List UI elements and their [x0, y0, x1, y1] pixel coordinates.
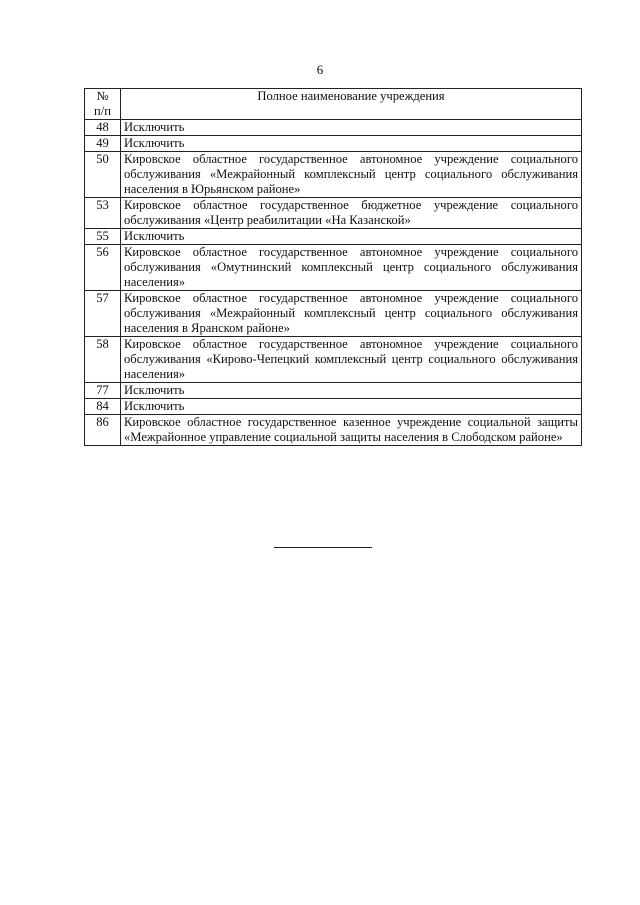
table-row — [85, 399, 582, 415]
row-institution-name: Исключить — [121, 229, 582, 245]
row-institution-name: Кировское областное государственное автономное учреждение социального обслуживания «Межрайонный комплексный центр социального обслуживания населения в Юрьянском районе» — [121, 152, 582, 198]
row-institution-name: Кировское областное государственное автономное учреждение социального обслуживания «Межрайонный комплексный центр социального обслуживания населения в Яранском районе» — [121, 291, 582, 337]
row-number: 58 — [85, 337, 121, 383]
row-institution-name: Исключить — [121, 120, 582, 136]
header-number-symbol: № — [96, 89, 109, 103]
institutions-table — [84, 88, 582, 446]
row-number: 50 — [85, 152, 121, 198]
row-number: 57 — [85, 291, 121, 337]
row-institution-name: Кировское областное государственное казенное учреждение социальной защиты «Межрайонное управление социальной защиты населения в Слободском районе» — [121, 415, 582, 446]
header-row — [85, 89, 582, 120]
header-number-abbrev: п/п — [94, 104, 111, 118]
row-number: 86 — [85, 415, 121, 446]
row-institution-name: Исключить — [121, 136, 582, 152]
row-number: 49 — [85, 136, 121, 152]
table-row — [85, 152, 582, 198]
table-row — [85, 291, 582, 337]
table-row — [85, 198, 582, 229]
table-row — [85, 120, 582, 136]
row-institution-name: Кировское областное государственное автономное учреждение социального обслуживания «Кирово-Чепецкий комплексный центр социального обслуживания населения» — [121, 337, 582, 383]
table-header — [85, 89, 582, 120]
row-number: 48 — [85, 120, 121, 136]
page-number: 6 — [316, 62, 324, 77]
header-number-cell — [85, 89, 121, 120]
row-number: 55 — [85, 229, 121, 245]
row-number: 84 — [85, 399, 121, 415]
row-institution-name: Кировское областное государственное автономное учреждение социального обслуживания «Омутнинский комплексный центр социального обслуживания населения» — [121, 245, 582, 291]
row-number: 77 — [85, 383, 121, 399]
closing-divider — [274, 547, 372, 548]
row-institution-name: Исключить — [121, 383, 582, 399]
header-name-cell: Полное наименование учреждения — [121, 89, 582, 120]
row-number: 56 — [85, 245, 121, 291]
table-row — [85, 383, 582, 399]
table-row — [85, 245, 582, 291]
row-number: 53 — [85, 198, 121, 229]
row-institution-name: Кировское областное государственное бюджетное учреждение социального обслуживания «Центр реабилитации «На Казанской» — [121, 198, 582, 229]
table-row — [85, 136, 582, 152]
table-row — [85, 415, 582, 446]
table-row — [85, 229, 582, 245]
row-institution-name: Исключить — [121, 399, 582, 415]
table-row — [85, 337, 582, 383]
